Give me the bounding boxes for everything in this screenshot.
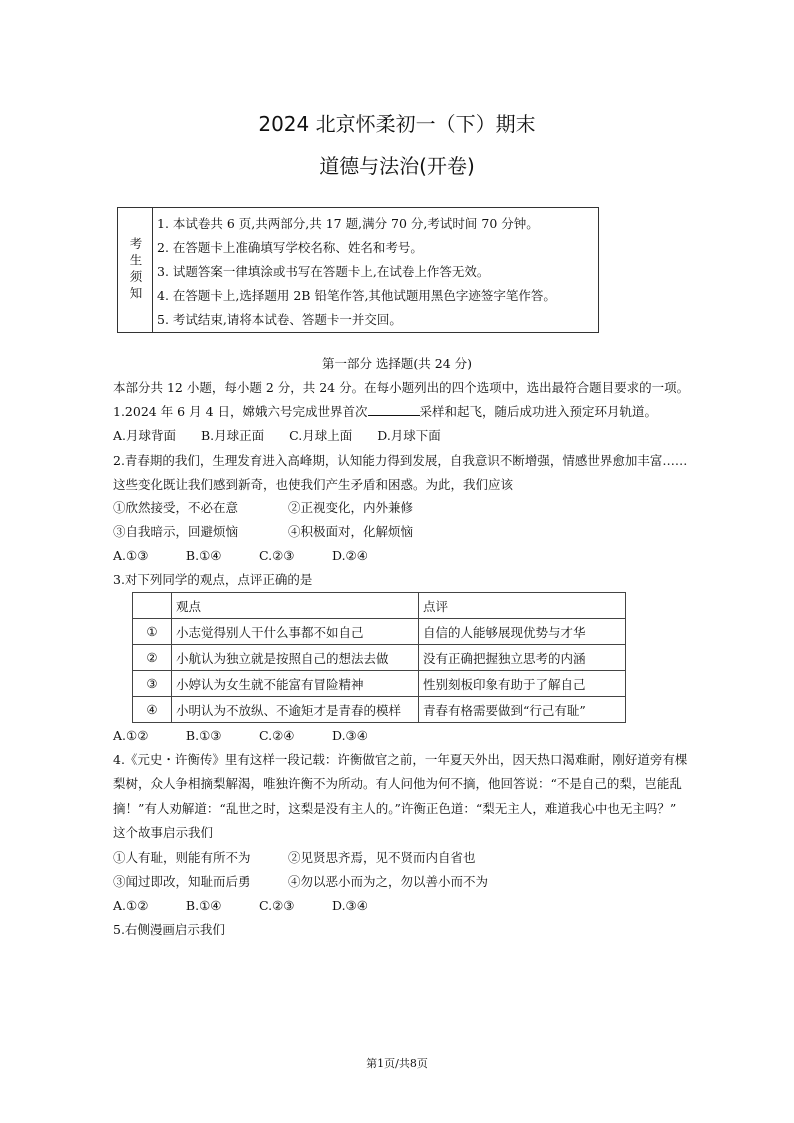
question-2-items: ①欣然接受，不必在意 ②正视变化，内外兼修 (113, 500, 414, 515)
question-3-stem: 3.对下列同学的观点，点评正确的是 (113, 572, 313, 587)
table-cell: 小明认为不放纵、不逾矩才是青春的模样 (172, 697, 419, 723)
notice-box (117, 207, 599, 333)
question-4-options: A.①② B.①④ C.②③ D.③④ (113, 898, 368, 913)
section-intro: 本部分共 12 小题，每小题 2 分，共 24 分。在每小题列出的四个选项中，选出最符合题目要求的一项。 (113, 380, 690, 395)
question-4-stem-line: 梨树，众人争相摘梨解渴，唯独许衡不为所动。有人问他为何不摘，他回答说：“不是自己的梨，岂能乱 (113, 776, 682, 791)
notice-item: 4. 在答题卡上,选择题用 2B 铅笔作答,其他试题用黑色字迹签字笔作答。 (157, 288, 556, 303)
question-1-stem-before: 1.2024 年 6 月 4 日，嫦娥六号完成世界首次 (113, 404, 368, 419)
question-2-stem-line: 2.青春期的我们，生理发育进入高峰期，认知能力得到发展，自我意识不断增强，情感世界愈加丰富…… (113, 453, 688, 468)
page-number: 第1页/共8页 (366, 1057, 428, 1070)
notice-label-cell (118, 208, 153, 332)
question-4-stem-line: 这个故事启示我们 (113, 825, 214, 840)
page-subtitle: 道德与法治(开卷) (319, 154, 475, 178)
question-2-items: ③自我暗示，回避烦恼 ④积极面对，化解烦恼 (113, 524, 414, 539)
question-5-stem: 5.右侧漫画启示我们 (113, 922, 225, 937)
table-cell: 没有正确把握独立思考的内涵 (419, 645, 626, 671)
answer-blank (368, 405, 420, 416)
table-header-cell: 点评 (419, 593, 626, 619)
table-cell: ④ (133, 697, 172, 723)
table-row (133, 645, 626, 671)
question-4-stem-line: 4.《元史・许衡传》里有这样一段记载：许衡做官之前，一年夏天外出，因天热口渴难耐，刚好道旁有棵 (113, 752, 688, 767)
question-3-options: A.①② B.①③ C.②④ D.③④ (113, 728, 368, 743)
question-1-stem (113, 402, 657, 420)
table-cell: 自信的人能够展现优势与才华 (419, 619, 626, 645)
question-4-items: ③闻过即改，知耻而后勇 ④勿以恶小而为之，勿以善小而不为 (113, 874, 489, 889)
table-cell: ① (133, 619, 172, 645)
table-header-cell: 观点 (172, 593, 419, 619)
table-row (133, 697, 626, 723)
table-cell: 小志觉得别人干什么事都不如自己 (172, 619, 419, 645)
notice-item: 2. 在答题卡上准确填写学校名称、姓名和考号。 (157, 240, 423, 255)
question-2-stem-line: 这些变化既让我们感到新奇，也使我们产生矛盾和困惑。为此，我们应该 (113, 477, 514, 492)
table-cell: 青春有格需要做到“行己有耻” (419, 697, 626, 723)
notice-list (153, 208, 556, 332)
table-cell: 小婷认为女生就不能富有冒险精神 (172, 671, 419, 697)
question-1-stem-after: 采样和起飞，随后成功进入预定环月轨道。 (419, 404, 658, 419)
question-3-table (132, 592, 626, 723)
table-cell: ② (133, 645, 172, 671)
notice-item: 3. 试题答案一律填涂或书写在答题卡上,在试卷上作答无效。 (157, 264, 490, 279)
notice-label: 考生须知 (128, 237, 143, 303)
table-row (133, 671, 626, 697)
section-heading: 第一部分 选择题(共 24 分) (321, 356, 473, 371)
page-title: 2024 北京怀柔初一（下）期末 (258, 112, 536, 136)
question-4-items: ①人有耻，则能有所不为 ②见贤思齐焉，见不贤而内自省也 (113, 850, 476, 865)
question-4-stem-line: 摘！”有人劝解道：“乱世之时，这梨是没有主人的。”许衡正色道：“梨无主人，难道我心中也无主吗？” (113, 801, 677, 816)
table-cell: 性别刻板印象有助于了解自己 (419, 671, 626, 697)
table-header-cell (133, 593, 172, 619)
notice-item: 1. 本试卷共 6 页,共两部分,共 17 题,满分 70 分,考试时间 70 分钟。 (157, 216, 539, 231)
table-cell: ③ (133, 671, 172, 697)
notice-item: 5. 考试结束,请将本试卷、答题卡一并交回。 (157, 312, 402, 327)
table-header-row (133, 593, 626, 619)
question-1-options: A.月球背面 B.月球正面 C.月球上面 D.月球下面 (113, 428, 441, 443)
question-2-options: A.①③ B.①④ C.②③ D.②④ (113, 548, 368, 563)
table-cell: 小航认为独立就是按照自己的想法去做 (172, 645, 419, 671)
table-row (133, 619, 626, 645)
